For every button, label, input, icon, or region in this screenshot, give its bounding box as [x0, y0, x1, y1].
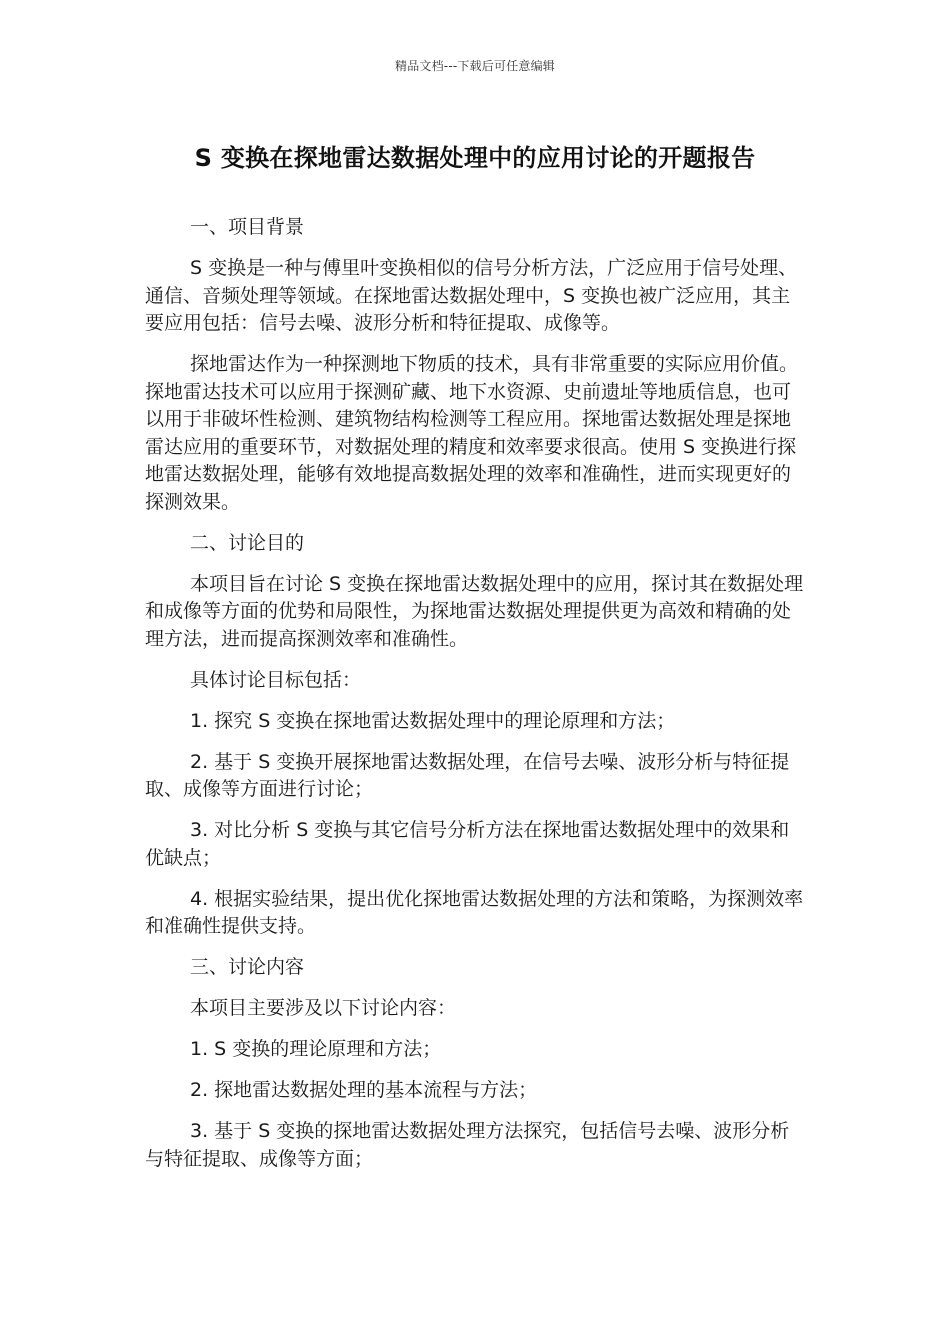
list-item: 3. 对比分析 S 变换与其它信号分析方法在探地雷达数据处理中的效果和优缺点； [145, 819, 790, 869]
paragraph: 探地雷达作为一种探测地下物质的技术，具有非常重要的实际应用价值。探地雷达技术可以应用于探测矿藏、地下水资源、史前遗址等地质信息，也可以用于非破坏性检测、建筑物结构检测等工程应用。探地雷达数据处理是探地雷达应用的重要环节，对数据处理的精度和效率要求很高。使用 S 变换进行探地雷达数据处理，能够有效地提高数据处理的效率和准确性，进而实现更好的探测效果。 [145, 353, 799, 513]
paragraph: 本项目旨在讨论 S 变换在探地雷达数据处理中的应用，探讨其在数据处理和成像等方面的优势和局限性，为探地雷达数据处理提供更为高效和精确的处理方法，进而提高探测效率和准确性。 [145, 572, 804, 650]
section-heading-purpose: 二、讨论目的 [190, 531, 305, 554]
section-heading-content: 三、讨论内容 [190, 956, 305, 978]
document-body [145, 214, 807, 1187]
paragraph: S 变换是一种与傅里叶变换相似的信号分析方法，广泛应用于信号处理、通信、音频处理等领域。在探地雷达数据处理中，S 变换也被广泛应用，其主要应用包括：信号去噪、波形分析和特征提取、成像等。 [145, 257, 798, 334]
list-item: 4. 根据实验结果，提出优化探地雷达数据处理的方法和策略，为探测效率和准确性提供支持。 [145, 887, 804, 937]
document-title: S 变换在探地雷达数据处理中的应用讨论的开题报告 [194, 144, 756, 172]
section-heading-background: 一、项目背景 [190, 216, 305, 238]
list-item: 2. 基于 S 变换开展探地雷达数据处理，在信号去噪、波形分析与特征提取、成像等方面进行讨论； [145, 750, 790, 800]
list-item: 3. 基于 S 变换的探地雷达数据处理方法探究，包括信号去噪、波形分析与特征提取、成像等方面； [145, 1120, 790, 1170]
list-item: 2. 探地雷达数据处理的基本流程与方法； [190, 1079, 538, 1101]
header-note: 精品文档---下载后可任意编辑 [395, 59, 555, 73]
list-item: 1. 探究 S 变换在探地雷达数据处理中的理论原理和方法； [190, 709, 676, 732]
paragraph: 具体讨论目标包括： [190, 668, 362, 691]
paragraph: 本项目主要涉及以下讨论内容： [190, 997, 457, 1019]
list-item: 1. S 变换的理论原理和方法； [190, 1038, 442, 1060]
